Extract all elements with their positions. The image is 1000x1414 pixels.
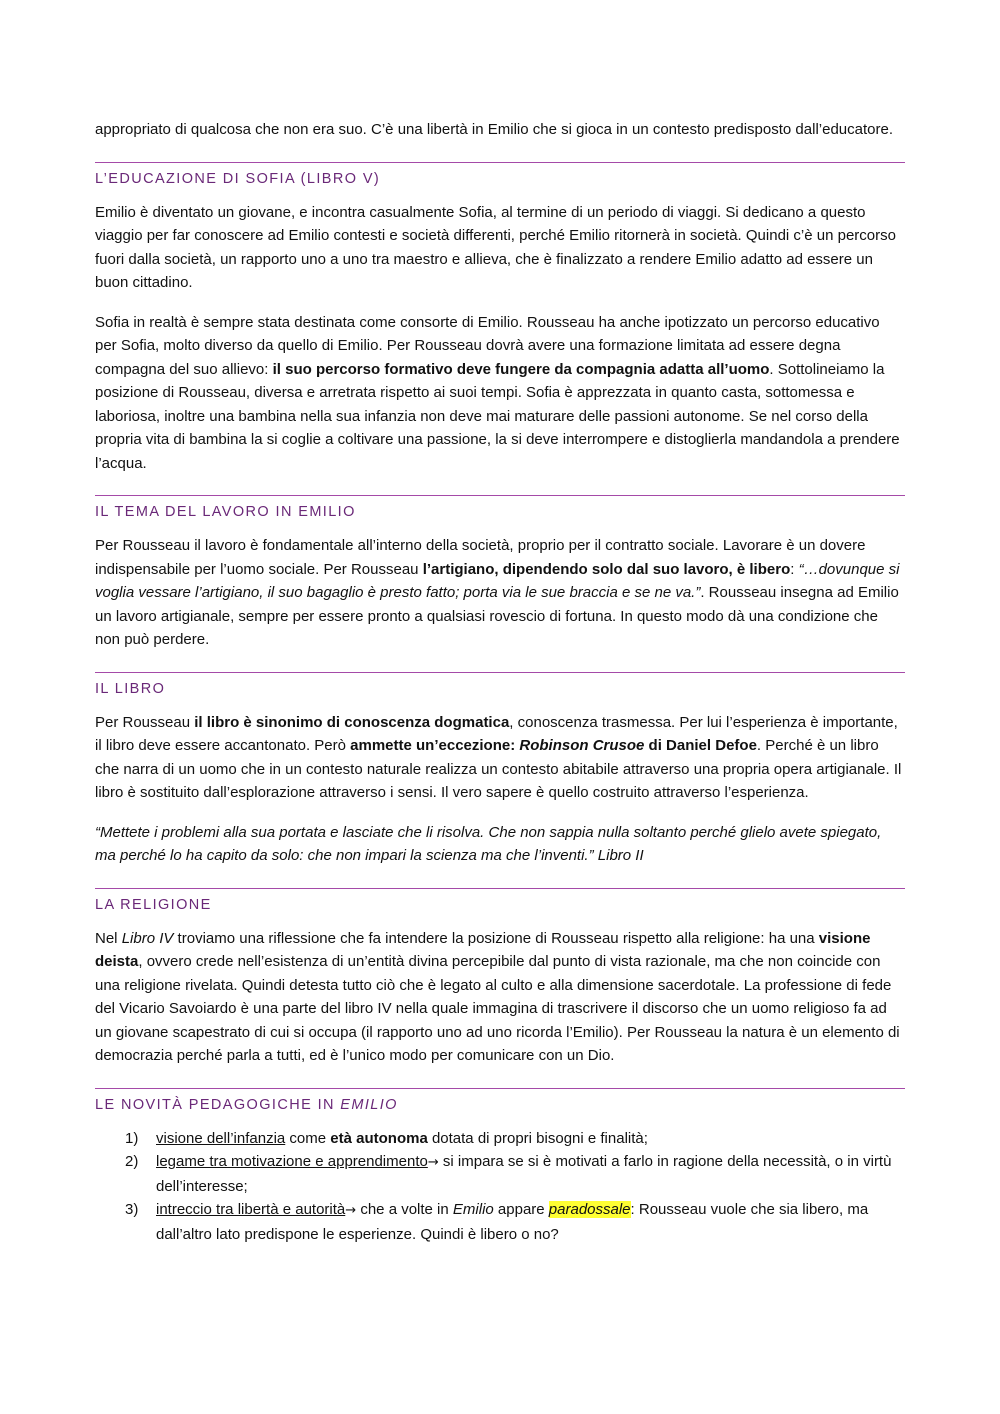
religione-paragraph: Nel Libro IV troviamo una riflessione che fa intendere la posizione di Rousseau rispetto alla religione: ha una visione deista, ovvero crede nell’esistenza di un’entità divina percepibile dal punto di vista razionale, ma che non coincide con una religione rivelata. Quindi detesta tutto ciò che è legato al culto e alla dimensione sacerdotale. La professione di fede del Vicario Savoiardo è una parte del libro IV nella quale immagina di trascrivere il discorso che un uomo religioso fa ad un giovane scapestrato di cui si occupa (il rapporto uno ad uno ricorda l’Emilio). Per Rousseau la natura è un elemento di democrazia perché parla a tutti, ed è l’unico modo per comunicare con un Dio.	[95, 929, 900, 1064]
list-item: 3) intreccio tra libertà e autorità→ che a volte in Emilio appare paradossale: Rousseau vuole che sia libero, ma dall’altro lato predispone le esperienze. Quindi è libero o no?	[125, 1201, 869, 1243]
libro-quote: “Mettete i problemi alla sua portata e lasciate che li risolva. Che non sappia nulla soltanto perché glielo avete spiegato, ma perché lo ha capito da solo: che non impari la scienza ma che l’inventi.” Libro II	[95, 823, 882, 864]
section-heading-libro: IL LIBRO	[95, 672, 905, 700]
section-heading-novita: LE NOVITÀ PEDAGOGICHE IN EMILIO	[95, 1088, 905, 1116]
arrow-right-icon: →	[427, 1155, 439, 1170]
section-heading-religione: LA RELIGIONE	[95, 888, 905, 916]
lavoro-paragraph: Per Rousseau il lavoro è fondamentale all’interno della società, proprio per il contratto sociale. Lavorare è un dovere indispensabile per l’uomo sociale. Per Rousseau l’artigiano, dipendendo solo dal suo lavoro, è libero: “…dovunque si voglia vessare l’artigiano, il suo bagaglio è presto fatto; porta via le sue braccia e se ne va.”. Rousseau insegna ad Emilio un lavoro artigianale, sempre per essere pronto a qualsiasi rovescio di fortuna. In questo modo dà una condizione che non può perdere.	[95, 537, 900, 648]
sofia-paragraph-1: Emilio è diventato un giovane, e incontra casualmente Sofia, al termine di un periodo di viaggi. Si dedicano a questo viaggio per far conoscere ad Emilio contesti e società differenti, perché Emilio ritornerà in società. Quindi c’è un percorso fuori dalla società, un rapporto uno a uno tra maestro e allieva, che è finalizzato a rendere Emilio adatto ad essere un buon cittadino.	[95, 203, 896, 291]
section-heading-lavoro: IL TEMA DEL LAVORO IN EMILIO	[95, 495, 905, 523]
highlighted-text: paradossale	[548, 1201, 631, 1218]
arrow-right-icon: →	[345, 1203, 357, 1218]
novita-list	[95, 1127, 905, 1247]
list-item: 2) legame tra motivazione e apprendimento→ si impara se si è motivati a farlo in ragione della necessità, o in virtù dell’interesse;	[125, 1153, 892, 1195]
list-item: 1) visione dell’infanzia come età autonoma dotata di propri bisogni e finalità;	[125, 1129, 648, 1147]
section-heading-sofia: L’EDUCAZIONE DI SOFIA (LIBRO V)	[95, 162, 905, 190]
document-page	[95, 118, 905, 1246]
sofia-paragraph-2: Sofia in realtà è sempre stata destinata come consorte di Emilio. Rousseau ha anche ipotizzato un percorso educativo per Sofia, molto diverso da quello di Emilio. Per Rousseau dovrà avere una formazione limitata ad essere degna compagna del suo allievo: il suo percorso formativo deve fungere da compagnia adatta all’uomo. Sottolineiamo la posizione di Rousseau, diversa e arretrata rispetto ai suoi tempi. Sofia è apprezzata in quanto casta, sottomessa e laboriosa, inoltre una bambina nella sua infanzia non deve mai maturare delle passioni autonome. Se nel corso della propria vita di bambina la si coglie a coltivare una passione, la si deve interrompere e distoglierla mandandola a prendere l’acqua.	[95, 313, 900, 472]
libro-paragraph: Per Rousseau il libro è sinonimo di conoscenza dogmatica, conoscenza trasmessa. Per lui l’esperienza è importante, il libro deve essere accantonato. Però ammette un’eccezione: Robinson Crusoe di Daniel Defoe. Perché è un libro che narra di un uomo che in un contesto naturale realizza un contesto abitabile attraverso una propria opera artigianale. Il libro è sostituito dall’esplorazione attraverso i sensi. Il vero sapere è quello costruito attraverso l’esperienza.	[95, 713, 902, 801]
intro-paragraph: appropriato di qualcosa che non era suo. C’è una libertà in Emilio che si gioca in un contesto predisposto dall’educatore.	[95, 121, 893, 138]
